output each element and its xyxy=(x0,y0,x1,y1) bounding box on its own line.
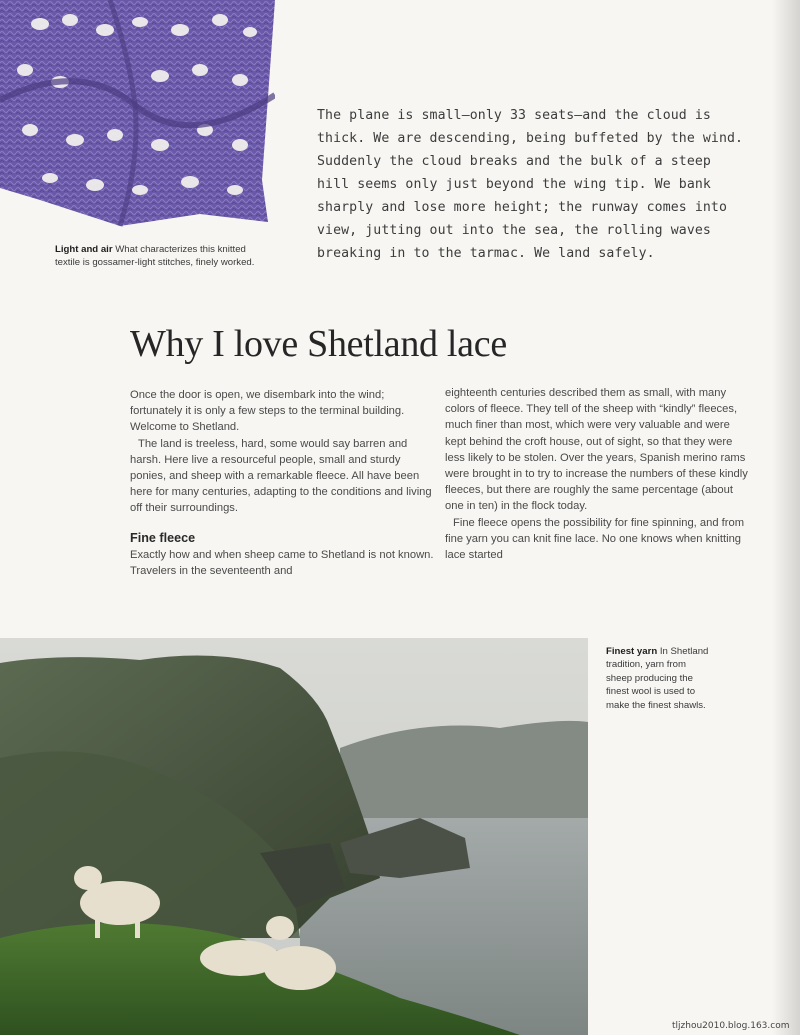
lace-caption-title: Light and air xyxy=(55,244,113,255)
page-edge-shadow xyxy=(772,0,800,1035)
left-paragraph-2: The land is treeless, hard, some would say barren and harsh. Here live a resourceful people, small and sturdy ponies, and sheep with a remarkable fleece. All have been here for many centuries, adapting to the conditions and living off their surroundings. xyxy=(130,437,432,515)
lace-caption-text: What characterizes this knitted textile is gossamer-light stitches, finely worked. xyxy=(55,244,255,269)
shetland-coast-photo xyxy=(0,638,588,1035)
subheading-fine-fleece: Fine fleece xyxy=(130,530,196,545)
intro-paragraph: The plane is small—only 33 seats—and the cloud is thick. We are descending, being buffeted by the wind. Suddenly the cloud breaks and the bulk of a steep hill seems only just beyond the wing tip. We bank sharply and lose more height; the runway comes into view, jutting out into the sea, the rolling waves breaking in to the tarmac. We land safely. xyxy=(317,108,744,261)
yarn-caption xyxy=(606,645,711,712)
left-paragraph-3: Exactly how and when sheep came to Shetland is not known. Travelers in the seventeenth and xyxy=(130,548,434,578)
right-paragraph-1: eighteenth centuries described them as small, with many colors of fleece. They tell of the sheep with “kindly” fleeces, much finer than most, which were very valuable and were kept behind the croft house, out of sight, so that they were less likely to be stolen. Over the years, Spanish merino rams were brought in to try to increase the numbers of these kindly fleeces, but there are roughly the same percentage (about one in ten) in the flock today. xyxy=(445,387,748,513)
left-column xyxy=(130,387,435,579)
right-column xyxy=(445,385,750,563)
yarn-caption-text: In Shetland tradition, yarn from sheep producing the finest wool is used to make the finest shawls. xyxy=(606,646,709,711)
right-paragraph-2: Fine fleece opens the possibility for fine spinning, and from fine yarn you can knit fine lace. No one knows when knitting lace started xyxy=(445,516,745,562)
lace-caption xyxy=(55,243,270,270)
article-title: Why I love Shetland lace xyxy=(130,323,507,365)
lace-swatch-image xyxy=(0,0,275,232)
blog-watermark: tljzhou2010.blog.163.com xyxy=(672,1021,790,1031)
left-paragraph-1: Once the door is open, we disembark into the wind; fortunately it is only a few steps to the terminal building. Welcome to Shetland. xyxy=(130,389,405,434)
yarn-caption-title: Finest yarn xyxy=(606,646,658,657)
